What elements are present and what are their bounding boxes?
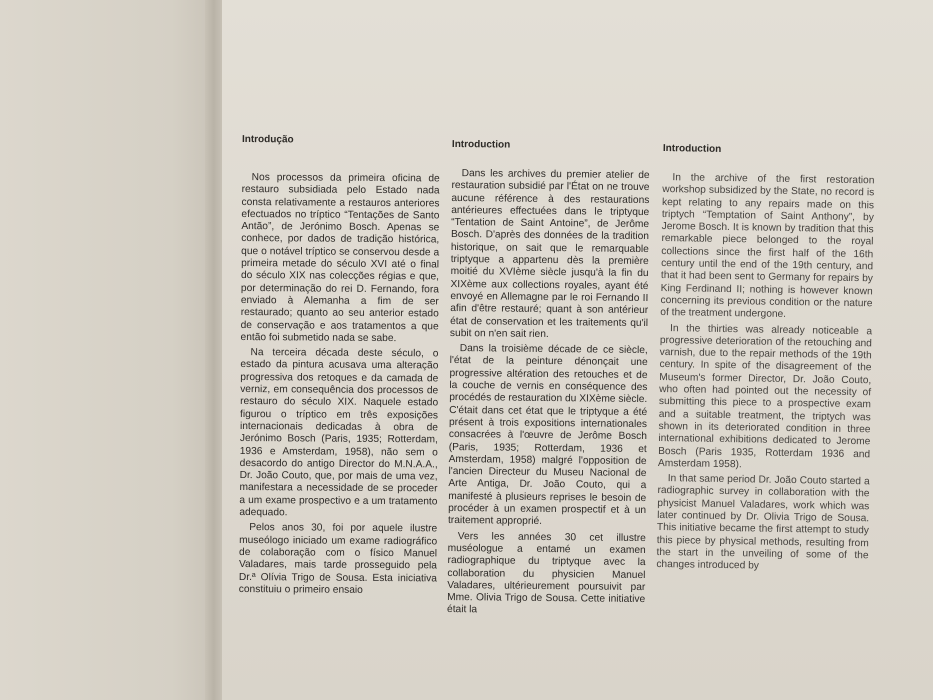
paragraph-en-1: In the archive of the first restoration workshop subsidized by the State, no record is kept relating to any repairs made on this triptych “Temptation of Saint Anthony”, by Jerome Bosch. It is known by tradition that this remarkable piece belonged to the royal collections since the first half of the 16th century until the end of the 19th century, and that it had been sent to Germany for repairs by King Ferdinand II; nothing is however known concerning its previous condition or the nature of the treatment undergone. [660,172,875,321]
paragraph-fr-1: Dans les archives du premier atelier de restauration subsidié par l'État on ne trouve aucune référence à des restaurations antérieures effectuées dans le triptyque “Tentation de Saint Antoine”, de Jerôme Bosch. D'après des données de la tradition historique, on sait que le remarquable triptyque a appartenu dès la première moitié du XVIème siècle jusqu'à la fin du XIXème aux collections royales, ayant été envoyé en Allemagne par le roi Fernando II afin d'être restauré; quant à son antérieur état de conservation et les traitements qu'il subit on n'en sait rien. [449,168,650,340]
facing-page [0,0,215,700]
paragraph-fr-2: Dans la troisième décade de ce siècle, l'état de la peinture dénonçait une progressive altération des retouches et de la couche de vernis en conséquence des procédés de restauration du XIXème siècle. C'était dans cet état que le triptyque a été présent à trois expositions internationales consacrées à l'œuvre de Jerôme Bosch (Paris, 1935; Rotterdam, 1936 et Amsterdam, 1958) malgré l'opposition de l'ancien Directeur du Museu Nacional de Arte Antiga, Dr. João Couto, qui a manifesté à plusieurs reprises le besoin de procéder à un examen prospectif et à un traitement approprié. [447,343,648,528]
paragraph-pt-3: Pelos anos 30, foi por aquele ilustre museólogo iniciado um exame radiográfico de colaboração com o físico Manuel Valadares, mais tarde prosseguido pela Dr.ª Olívia Trigo de Sousa. Esta iniciativa constituiu o primeiro ensaio [238,522,438,596]
paragraph-en-3: In that same period Dr. João Couto started a radiographic survey in collaboration with the physicist Manuel Valadares, work which was later continued by Dr. Olivia Trigo de Sousa. This initiative became the first attempt to study this piece by physical methods, resulting from the start in the unveiling of some of the changes introduced by [656,473,870,572]
column-french [447,139,650,616]
heading-french: Introduction [451,139,511,151]
paragraph-fr-3: Vers les années 30 cet illustre muséologue a entamé un examen radiographique du triptyque avec la collaboration du physicien Manuel Valadares, ultérieurement poursuivit par Mme. Olivia Trigo de Sousa. Cette initiative était la [447,530,646,616]
paragraph-pt-2: Na terceira década deste século, o estado da pintura acusava uma alteração progressiva dos retoques e da camada de verniz, em consequência dos processos de restauro do século XIX. Naquele estado figurou o tríptico em três exposições internacionais dedicadas à obra de Jerónimo Bosch (Paris, 1935; Rotterdam, 1936 e Amsterdam, 1958), não sem o desacordo do antigo Director do M.N.A.A., Dr. João Couto, que, por mais de uma vez, manifestara a necessidade de se proceder a um exame prospectivo e a um tratamento adequado. [239,347,439,519]
paragraph-pt-1: Nos processos da primeira oficina de restauro subsidiada pelo Estado nada consta relativamente a restauros anteriores efectuados no tríptico “Tentações de Santo Antão”, de Jerónimo Bosch. Apenas se conhece, por dados de tradição histórica, que o notável tríptico se conservou desde a primeira metade do século XVI até o final do século XIX nas colecções régias e que, por determinação do rei D. Fernando, fora enviado à Alemanha a fim de ser restaurado; quanto ao seu anterior estado de conservação e aos tratamentos a que então foi submetido nada se sabe. [240,172,440,344]
column-portuguese [238,134,440,596]
heading-english: Introduction [662,143,722,155]
heading-portuguese: Introdução [241,134,294,146]
paragraph-en-2: In the thirties was already noticeable a progressive deterioration of the retouching and varnish, due to the repair methods of the 19th century. In spite of the disagreement of the Museum's former Director, Dr. João Couto, who often had pointed out the necessity of submitting this piece to a prospective exam and a suitable treatment, the triptych was shown in its deteriorated condition in three international exhibitions dedicated to Jerome Bosch (Paris 1935, Rotterdam 1936 and Amsterdam 1958). [657,322,873,471]
column-english [656,143,875,572]
